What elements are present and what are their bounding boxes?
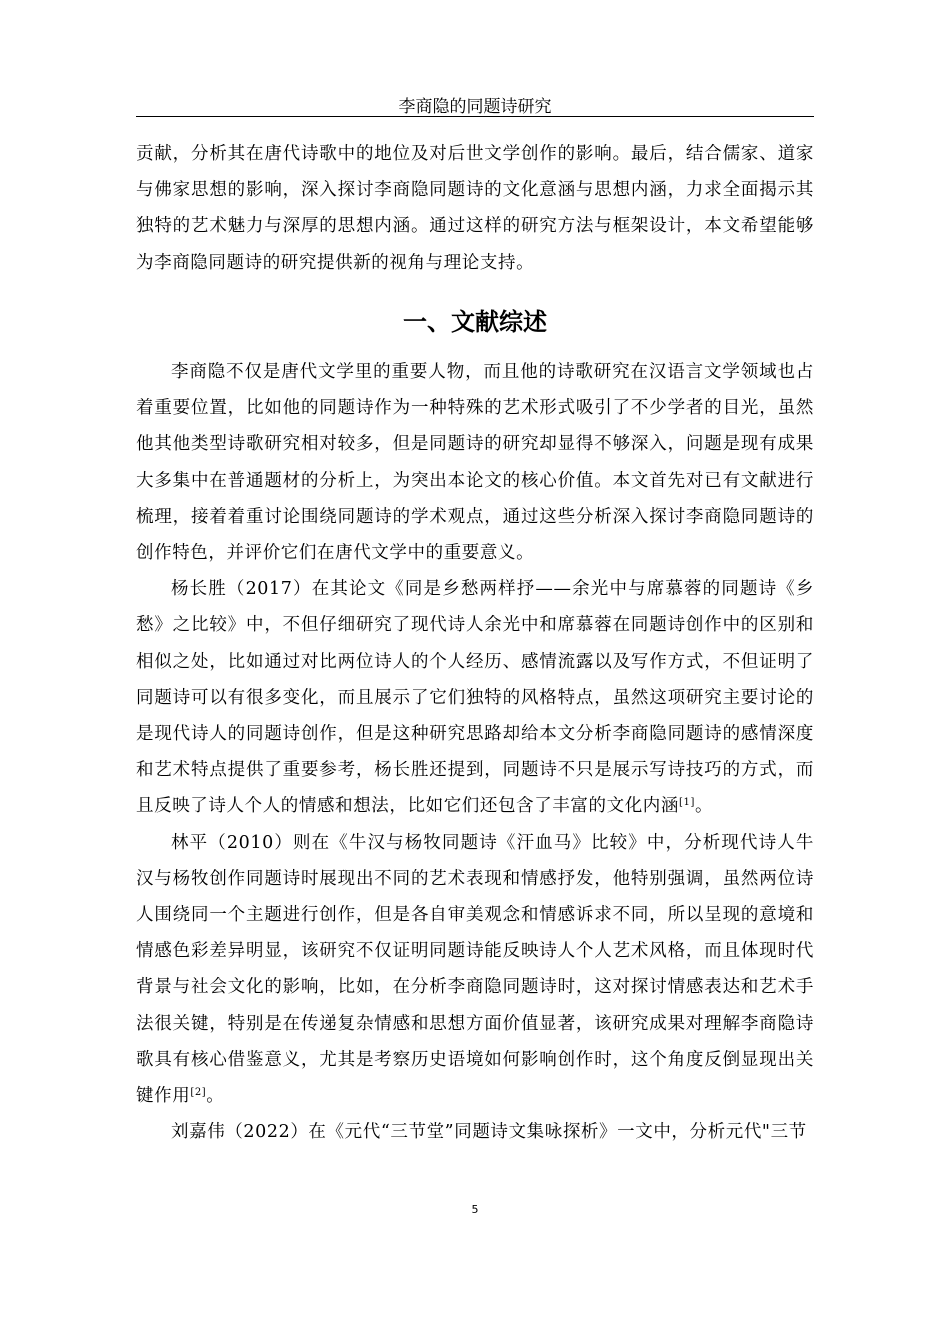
citation-ref[interactable]: [1]: [679, 797, 695, 809]
intro-paragraph-block: [136, 136, 814, 281]
paragraph-text: 杨长胜（2017）在其论文《同是乡愁两样抒——余光中与席慕蓉的同题诗《乡愁》之比较》中，不但仔细研究了现代诗人余光中和席慕蓉在同题诗创作中的区别和相似之处，比如通过对比两位诗人的个人经历、感情流露以及写作方式，不但证明了同题诗可以有很多变化，而且展示了它们独特的风格特点，虽然这项研究主要讨论的是现代诗人的同题诗创作，但是这种研究思路却给本文分析李商隐同题诗的感情深度和艺术特点提供了重要参考，杨长胜还提到，同题诗不只是展示写诗技巧的方式，而且反映了诗人个人的情感和想法，比如它们还包含了丰富的文化内涵: [136, 579, 814, 817]
paragraph-lin-ping: [136, 825, 814, 1115]
paragraph-end: 。: [694, 796, 714, 817]
section-heading: 一、文献综述: [403, 308, 547, 336]
page-number: 5: [471, 1203, 479, 1216]
paragraph-yang-changsheng: [136, 571, 814, 824]
paragraph-overview: [136, 354, 814, 571]
literature-review-body: [136, 354, 814, 1150]
paragraph-text: 刘嘉伟（2022）在《元代“三节堂”同题诗文集咏探析》一文中，分析元代"三节: [171, 1122, 807, 1143]
header-title: 李商隐的同题诗研究: [398, 97, 552, 117]
paragraph-end: 。: [206, 1086, 225, 1107]
paragraph-text: 李商隐不仅是唐代文学里的重要人物，而且他的诗歌研究在汉语言文学领域也占着重要位置，比如他的同题诗作为一种特殊的艺术形式吸引了不少学者的目光，虽然他其他类型诗歌研究相对较多，但是同题诗的研究却显得不够深入，问题是现有成果大多集中在普通题材的分析上，为突出本论文的核心价值。本文首先对已有文献进行梳理，接着着重讨论围绕同题诗的学术观点，通过这些分析深入探讨李商隐同题诗的创作特色，并评价它们在唐代文学中的重要意义。: [136, 362, 814, 564]
page-header: [136, 88, 814, 117]
paragraph-text: 林平（2010）则在《牛汉与杨牧同题诗《汗血马》比较》中，分析现代诗人牛汉与杨牧创作同题诗时展现出不同的艺术表现和情感抒发，他特别强调，虽然两位诗人围绕同一个主题进行创作，但是各自审美观念和情感诉求不同，所以呈现的意境和情感色彩差异明显，该研究不仅证明同题诗能反映诗人个人艺术风格，而且体现时代背景与社会文化的影响，比如，在分析李商隐同题诗时，这对探讨情感表达和艺术手法很关键，特别是在传递复杂情感和思想方面价值显著，该研究成果对理解李商隐诗歌具有核心借鉴意义，尤其是考察历史语境如何影响创作时，这个角度反倒显现出关键作用: [136, 832, 814, 1107]
intro-paragraph: 贡献，分析其在唐代诗歌中的地位及对后世文学创作的影响。最后，结合儒家、道家与佛家思想的影响，深入探讨李商隐同题诗的文化意涵与思想内涵，力求全面揭示其独特的艺术魅力与深厚的思想内涵。通过这样的研究方法与框架设计，本文希望能够为李商隐同题诗的研究提供新的视角与理论支持。: [136, 144, 814, 273]
paragraph-liu-jiawei: [136, 1114, 814, 1150]
citation-ref[interactable]: [2]: [190, 1087, 207, 1099]
